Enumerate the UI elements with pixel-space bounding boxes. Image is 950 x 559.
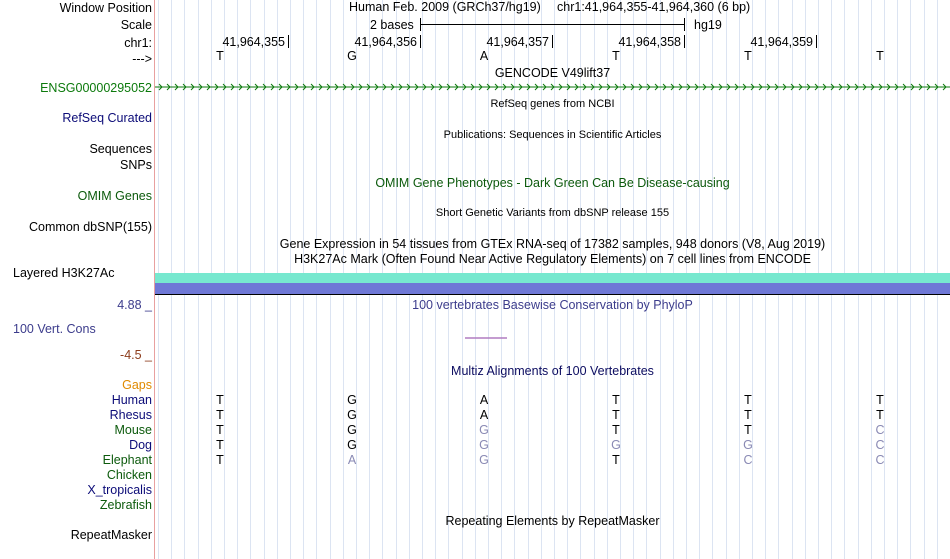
reference-base: T (612, 49, 620, 63)
aligned-base: C (875, 438, 885, 452)
aligned-base: T (744, 393, 752, 407)
scale-bar-right-cap (684, 18, 685, 31)
aligned-base: T (216, 438, 224, 452)
h3k27ac-signal-top[interactable] (155, 273, 950, 283)
position-text: chr1:41,964,355-41,964,360 (6 bp) (557, 0, 751, 14)
cons-max-label: 4.88 _ (117, 298, 152, 312)
repeatmasker-track-label[interactable]: RepeatMasker (70, 528, 152, 542)
window-position-label: Window Position (59, 1, 152, 15)
scale-label: Scale (120, 18, 152, 32)
track-label-panel (0, 0, 154, 559)
gtex-track-title: Gene Expression in 54 tissues from GTEx RNA-seq of 17382 samples, 948 donors (V8, Aug 2019) (279, 237, 826, 251)
aligned-base: C (875, 453, 885, 467)
aligned-base: T (216, 393, 224, 407)
coordinate-tick (552, 35, 553, 48)
species-label[interactable]: Human (111, 393, 152, 407)
track-display-area[interactable] (155, 0, 950, 559)
aligned-base: G (611, 438, 621, 452)
coordinate-tick (816, 35, 817, 48)
coordinate-tick (420, 35, 421, 48)
multiz-track-title: Multiz Alignments of 100 Vertebrates (451, 364, 654, 378)
aligned-base: C (875, 423, 885, 437)
coordinate-label: 41,964,356 (354, 35, 417, 49)
species-label[interactable]: Mouse (114, 423, 152, 437)
reference-base: G (347, 49, 357, 63)
h3k27ac-track-title: H3K27Ac Mark (Often Found Near Active Regulatory Elements) on 7 cell lines from ENCODE (294, 252, 811, 266)
aligned-base: T (612, 453, 620, 467)
reference-base: T (876, 49, 884, 63)
aligned-base: G (479, 423, 489, 437)
aligned-base: G (479, 438, 489, 452)
species-label[interactable]: Zebrafish (99, 498, 152, 512)
dbsnp-track-label[interactable]: Common dbSNP(155) (29, 220, 152, 234)
snps-track-label[interactable]: SNPs (120, 158, 152, 172)
aligned-base: T (216, 423, 224, 437)
gencode-gene-label[interactable]: ENSG00000295052 (40, 81, 152, 95)
coordinate-label: 41,964,358 (618, 35, 681, 49)
coordinate-label: 41,964,355 (222, 35, 285, 49)
repeatmasker-track-title: Repeating Elements by RepeatMasker (445, 514, 660, 528)
coordinate-label: 41,964,359 (750, 35, 813, 49)
aligned-base: T (876, 408, 884, 422)
scale-bar-left-cap (420, 18, 421, 31)
aligned-base: T (612, 393, 620, 407)
aligned-base: G (347, 438, 357, 452)
aligned-base: C (743, 453, 753, 467)
aligned-base: T (612, 423, 620, 437)
reference-base: T (744, 49, 752, 63)
h3k27ac-track-label[interactable]: Layered H3K27Ac (13, 266, 115, 280)
coordinate-tick (288, 35, 289, 48)
cons-track-label[interactable]: 100 Vert. Cons (13, 322, 96, 336)
omim-track-title: OMIM Gene Phenotypes - Dark Green Can Be Disease-causing (375, 176, 730, 190)
aligned-base: T (876, 393, 884, 407)
aligned-base: T (744, 423, 752, 437)
chrom-label: chr1: (124, 36, 152, 50)
publications-track-title: Publications: Sequences in Scientific Articles (443, 129, 662, 141)
aligned-base: G (479, 453, 489, 467)
dbsnp-track-title: Short Genetic Variants from dbSNP release 155 (435, 207, 670, 219)
species-label[interactable]: Dog (129, 438, 152, 452)
gaps-label: Gaps (122, 378, 152, 392)
coordinate-label: 41,964,357 (486, 35, 549, 49)
aligned-base: A (347, 453, 357, 467)
cons-track-title: 100 vertebrates Basewise Conservation by PhyloP (412, 298, 693, 312)
strand-label: ---> (132, 52, 152, 66)
refseq-track-label[interactable]: RefSeq Curated (62, 111, 152, 125)
cons-min-label: -4.5 _ (120, 348, 152, 362)
aligned-base: G (743, 438, 753, 452)
aligned-base: G (347, 423, 357, 437)
cons-signal[interactable] (155, 330, 950, 350)
omim-track-label[interactable]: OMIM Genes (77, 189, 152, 203)
refseq-track-title: RefSeq genes from NCBI (490, 98, 615, 110)
aligned-base: T (744, 408, 752, 422)
aligned-base: A (479, 393, 489, 407)
aligned-base: G (347, 408, 357, 422)
assembly-text: Human Feb. 2009 (GRCh37/hg19) (349, 0, 541, 14)
aligned-base: A (479, 408, 489, 422)
species-label[interactable]: X_tropicalis (87, 483, 152, 497)
aligned-base: T (216, 453, 224, 467)
gencode-gene-feature[interactable] (155, 81, 950, 93)
gencode-track-title: GENCODE V49lift37 (494, 66, 611, 80)
aligned-base: T (216, 408, 224, 422)
scale-db: hg19 (694, 18, 722, 32)
h3k27ac-signal-bottom[interactable] (155, 283, 950, 294)
h3k27ac-baseline (155, 294, 950, 295)
scale-bar (420, 24, 684, 25)
scale-value: 2 bases (370, 18, 414, 32)
species-label[interactable]: Rhesus (109, 408, 152, 422)
publications-track-label[interactable]: Sequences (89, 142, 152, 156)
coordinate-tick (684, 35, 685, 48)
reference-base: T (216, 49, 224, 63)
aligned-base: T (612, 408, 620, 422)
species-label[interactable]: Chicken (106, 468, 152, 482)
reference-base: A (479, 49, 489, 63)
aligned-base: G (347, 393, 357, 407)
species-label[interactable]: Elephant (102, 453, 152, 467)
